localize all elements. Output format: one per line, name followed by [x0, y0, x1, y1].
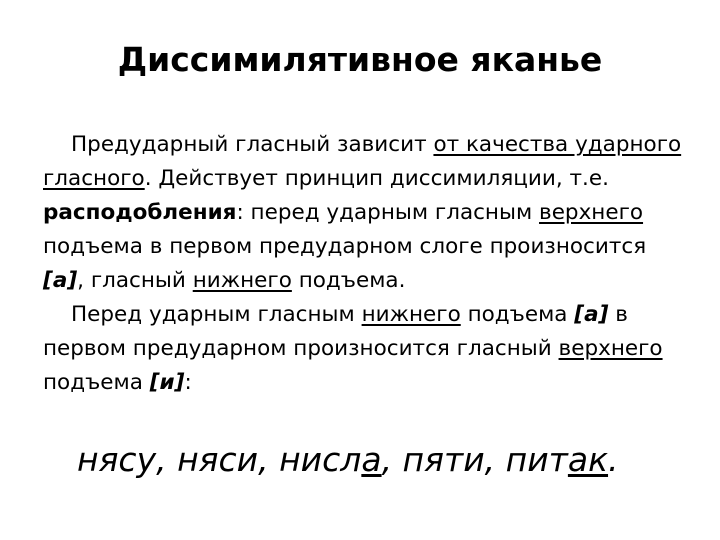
text: : перед ударным гласным: [236, 200, 540, 225]
example-text: .: [608, 440, 619, 479]
slide-body: [43, 128, 683, 400]
example-text: , пяти, пит: [381, 440, 568, 479]
examples-line: [77, 440, 619, 479]
paragraph-1: [43, 128, 683, 298]
text: подъема: [460, 302, 575, 327]
underlined-text: от качества ударного гласного: [43, 132, 682, 191]
underlined-text: верхнего: [539, 200, 644, 225]
phonetic-symbol: [а]: [574, 302, 609, 327]
underlined-text: нижнего: [361, 302, 461, 327]
text: Перед ударным гласным: [71, 302, 362, 327]
text: подъема в первом предударном слоге произносится: [43, 234, 647, 259]
phonetic-symbol: [а]: [43, 268, 78, 293]
slide-title: Диссимилятивное яканье: [117, 40, 603, 79]
underlined-text: нижнего: [192, 268, 292, 293]
underlined-example-text: а: [361, 440, 382, 479]
underlined-example-text: ак: [567, 440, 609, 479]
text: подъема: [43, 370, 150, 395]
paragraph-2: [43, 298, 683, 400]
text: . Действует принцип диссимиляции, т.е.: [144, 166, 609, 191]
example-text: нясу, няси, нисл: [77, 440, 362, 479]
text: подъема.: [291, 268, 406, 293]
text: :: [184, 370, 192, 395]
bold-term: расподобления: [43, 200, 237, 225]
phonetic-symbol: [и]: [149, 370, 185, 395]
text: в первом предударном произносится гласный: [43, 302, 628, 361]
text: Предударный гласный зависит: [71, 132, 434, 157]
text: , гласный: [77, 268, 193, 293]
underlined-text: верхнего: [558, 336, 663, 361]
